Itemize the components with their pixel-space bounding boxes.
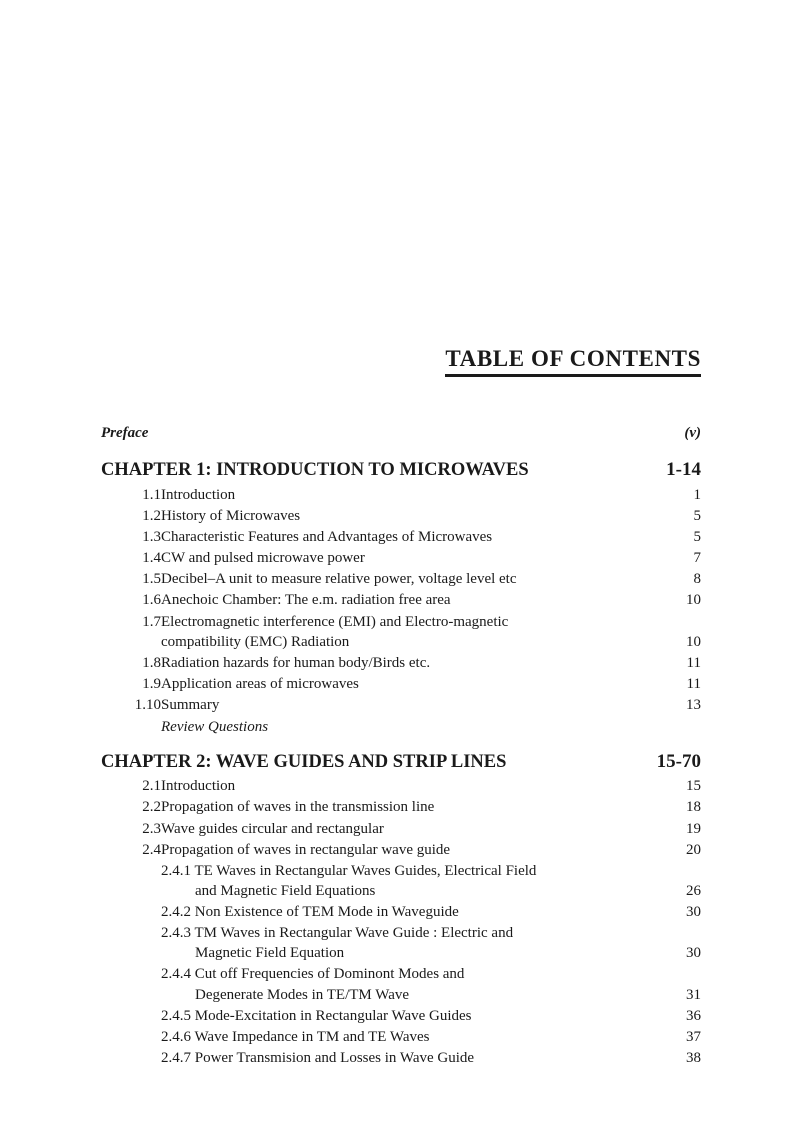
entry-text: History of Microwaves — [161, 508, 301, 524]
toc-entry — [101, 840, 701, 861]
toc-subentry — [101, 1048, 701, 1069]
toc-entry — [101, 506, 701, 527]
subentry-text: 2.4.6 Wave Impedance in TM and TE Waves — [161, 1029, 430, 1045]
entry-number: 2.4 — [142, 842, 161, 858]
entry-number: 1.10 — [134, 697, 161, 713]
entry-page: 36 — [686, 1008, 701, 1024]
subentry-text: 2.4.7 Power Transmision and Losses in Wave Guide — [161, 1050, 475, 1066]
toc-subentry-continuation — [101, 881, 701, 902]
entry-page: 11 — [686, 676, 701, 692]
toc-entry — [101, 548, 701, 569]
subentry-text: Degenerate Modes in TE/TM Wave — [195, 987, 410, 1003]
entry-page: 10 — [686, 634, 701, 650]
entry-text: Wave guides circular and rectangular — [161, 821, 384, 837]
toc-review-questions — [101, 717, 701, 738]
toc-preface-row — [101, 423, 701, 444]
toc-entry — [101, 569, 701, 590]
toc-entry — [101, 485, 701, 506]
toc-entry — [101, 612, 701, 633]
entry-text: Electromagnetic interference (EMI) and Electro-magnetic — [161, 614, 509, 630]
toc-subentry — [101, 1027, 701, 1048]
entry-page: 10 — [686, 592, 701, 608]
entry-page: 20 — [686, 842, 701, 858]
entry-text: Propagation of waves in rectangular wave guide — [161, 842, 451, 858]
toc-entry — [101, 527, 701, 548]
entry-number: 1.2 — [142, 508, 161, 524]
entry-text: Introduction — [161, 778, 236, 794]
entry-page: 18 — [686, 799, 701, 815]
toc-subentry — [101, 902, 701, 923]
entry-text: Characteristic Features and Advantages of Microwaves — [161, 529, 493, 545]
entry-page: 30 — [686, 945, 701, 961]
entry-text: compatibility (EMC) Radiation — [161, 634, 350, 650]
entry-number: 1.5 — [142, 571, 161, 587]
subentry-text: 2.4.2 Non Existence of TEM Mode in Waveguide — [161, 904, 459, 920]
page-title: TABLE OF CONTENTS — [445, 346, 701, 377]
entry-text: Application areas of microwaves — [161, 676, 359, 692]
entry-page: 38 — [686, 1050, 701, 1066]
entry-page: 13 — [686, 697, 701, 713]
toc-subentry — [101, 861, 701, 882]
subentry-text: Magnetic Field Equation — [195, 945, 345, 961]
preface-page: (v) — [684, 425, 701, 441]
toc-subentry-continuation — [101, 985, 701, 1006]
entry-page: 5 — [693, 508, 701, 524]
toc-entry — [101, 653, 701, 674]
subentry-text: and Magnetic Field Equations — [195, 883, 376, 899]
toc-subentry — [101, 923, 701, 944]
toc-entry — [101, 819, 701, 840]
entry-number: 1.1 — [142, 487, 161, 503]
entry-text: CW and pulsed microwave power — [161, 550, 365, 566]
subentry-text: 2.4.1 TE Waves in Rectangular Waves Guides, Electrical Field — [161, 863, 537, 879]
toc-entry — [101, 776, 701, 797]
entry-page: 11 — [686, 655, 701, 671]
toc-subentry — [101, 964, 701, 985]
entry-page: 7 — [693, 550, 701, 566]
chapter-2-title: CHAPTER 2: WAVE GUIDES AND STRIP LINES — [101, 752, 507, 772]
toc-subentry-continuation — [101, 943, 701, 964]
entry-page: 1 — [693, 487, 701, 503]
entry-number: 2.2 — [142, 799, 161, 815]
toc-entry-continuation — [101, 632, 701, 653]
entry-text: Propagation of waves in the transmission line — [161, 799, 435, 815]
chapter-2-pages: 15-70 — [656, 751, 701, 772]
entry-page: 37 — [686, 1029, 701, 1045]
entry-number: 2.1 — [142, 778, 161, 794]
chapter-1-title: CHAPTER 1: INTRODUCTION TO MICROWAVES — [101, 460, 529, 480]
entry-text: Decibel–A unit to measure relative power, voltage level etc — [161, 571, 517, 587]
chapter-1-pages: 1-14 — [666, 459, 701, 480]
entry-number: 1.7 — [142, 614, 161, 630]
entry-text: Summary — [161, 697, 220, 713]
entry-page: 5 — [693, 529, 701, 545]
toc-subentry — [101, 1006, 701, 1027]
subentry-text: 2.4.5 Mode-Excitation in Rectangular Wave Guides — [161, 1008, 472, 1024]
entry-text: Review Questions — [161, 719, 269, 735]
subentry-text: 2.4.3 TM Waves in Rectangular Wave Guide : Electric and — [161, 925, 514, 941]
toc-entry — [101, 590, 701, 611]
subentry-text: 2.4.4 Cut off Frequencies of Dominont Modes and — [161, 966, 465, 982]
chapter-2-heading — [101, 749, 701, 775]
entry-text: Introduction — [161, 487, 236, 503]
entry-page: 19 — [686, 821, 701, 837]
chapter-1-heading — [101, 457, 701, 483]
entry-number: 1.6 — [142, 592, 161, 608]
entry-number: 1.8 — [142, 655, 161, 671]
entry-page: 30 — [686, 904, 701, 920]
entry-text: Radiation hazards for human body/Birds etc. — [161, 655, 431, 671]
entry-page: 31 — [686, 987, 701, 1003]
toc-entry — [101, 674, 701, 695]
entry-number: 2.3 — [142, 821, 161, 837]
entry-text: Anechoic Chamber: The e.m. radiation free area — [161, 592, 451, 608]
entry-page: 26 — [686, 883, 701, 899]
entry-number: 1.9 — [142, 676, 161, 692]
toc-entry — [101, 695, 701, 716]
preface-label: Preface — [101, 425, 149, 441]
entry-number: 1.4 — [142, 550, 161, 566]
entry-number: 1.3 — [142, 529, 161, 545]
toc-entry — [101, 797, 701, 818]
entry-page: 8 — [693, 571, 701, 587]
entry-page: 15 — [686, 778, 701, 794]
